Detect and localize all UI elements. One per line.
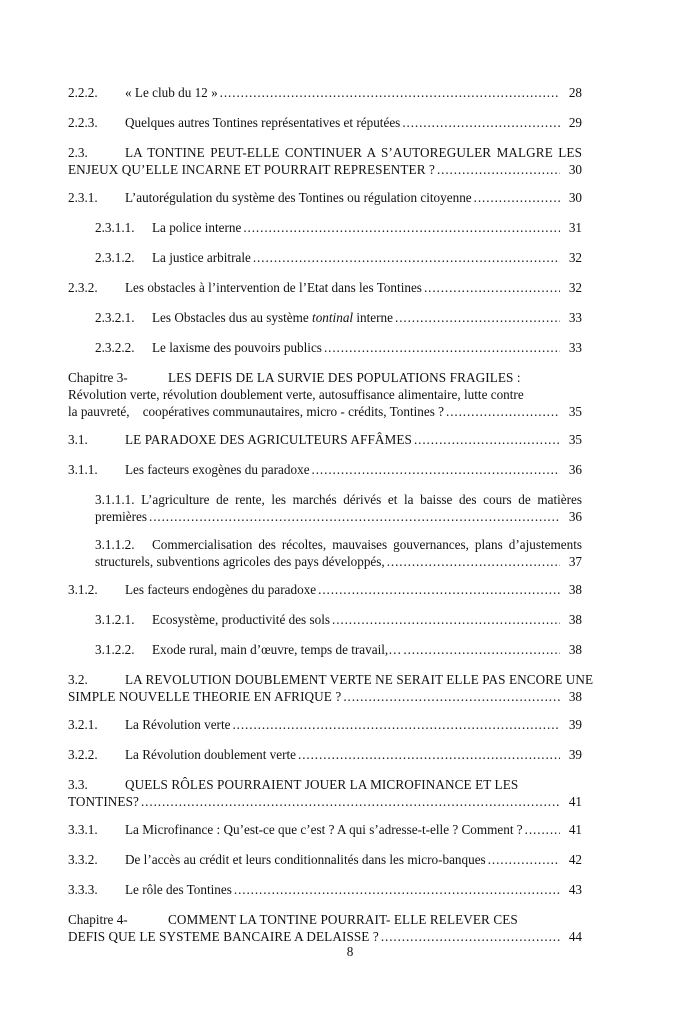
toc-title [152,309,393,326]
toc-title-line-2: premières [95,509,147,524]
toc-title-line-2: TONTINES? [68,794,139,809]
toc-number: 3.3.3. [68,882,98,897]
toc-title: Les facteurs endogènes du paradoxe [125,582,317,597]
toc-title-line-2: SIMPLE NOUVELLE THEORIE EN AFRIQUE ? [68,689,342,704]
toc-title: La police interne [152,220,242,235]
toc-entry [68,536,582,570]
toc-title-part: Les Obstacles dus au système [152,310,309,325]
toc-title: De l’accès au crédit et leurs conditionnalités dans les micro-banques [125,852,486,867]
toc-entry [68,746,582,763]
dot-leader [312,461,560,478]
dot-leader [253,249,560,266]
toc-page: 28 [568,85,582,100]
toc-entry [68,776,582,810]
toc-number: 2.3. [68,145,88,160]
toc-page: 31 [568,220,582,235]
toc-page: 44 [568,929,582,944]
toc-number: 2.3.2.1. [95,310,135,325]
toc-number: 3.1.2.2. [95,642,135,657]
dot-leader [318,581,560,598]
toc-entry [68,339,582,356]
toc-title-line-2: DEFIS QUE LE SYSTEME BANCAIRE A DELAISSE ? [68,929,379,944]
dot-leader [446,403,560,420]
toc-entry [68,461,582,478]
toc-number: 3.1.1.2. [95,537,135,552]
dot-leader [234,881,560,898]
toc-page: 32 [568,280,582,295]
toc-entry [68,821,582,838]
toc-page: 39 [568,747,582,762]
toc-number: 3.2.1. [68,717,98,732]
toc-number: 2.3.1.1. [95,220,135,235]
dot-leader [525,821,560,838]
toc-title: La Révolution verte [125,717,231,732]
page-number: 8 [346,944,354,959]
dot-leader [298,746,560,763]
toc-number: 2.3.1.2. [95,250,135,265]
toc-entry [68,491,582,525]
dot-leader [387,553,560,570]
toc-page: 42 [568,852,582,867]
toc-entry [68,309,582,326]
toc-entry [68,279,582,296]
toc-page: 33 [568,340,582,355]
toc-title-line-1: QUELS RÔLES POURRAIENT JOUER LA MICROFINANCE ET LES [125,777,519,792]
toc-number: 3.2.2. [68,747,98,762]
toc-page: 35 [568,432,582,447]
toc-title-line-1: 3.1.1.1. L’agriculture de rente, les marchés dérivés et la baisse des cours de matières [95,492,582,507]
toc-entry [68,851,582,868]
toc-title: Quelques autres Tontines représentatives et réputées [125,115,401,130]
toc-number: 3.3.2. [68,852,98,867]
dot-leader [220,84,560,101]
toc-title-line-1: LA REVOLUTION DOUBLEMENT VERTE NE SERAIT ELLE PAS ENCORE UNE [125,672,594,687]
toc-page: 33 [568,310,582,325]
toc-entry [68,189,582,206]
toc-title-part: interne [356,310,393,325]
toc-title-line-2: Révolution verte, révolution doublement verte, autosuffisance alimentaire, lutte contre [68,387,524,402]
toc-page: 36 [568,462,582,477]
toc-title-line-2: ENJEUX QU’ELLE INCARNE ET POURRAIT REPRESENTER ? [68,162,435,177]
toc-page: 41 [568,822,582,837]
toc-entry [68,219,582,236]
dot-leader [414,431,560,448]
toc-entry [68,84,582,101]
toc-entry [68,611,582,628]
toc-entry [68,641,582,658]
dot-leader [343,688,560,705]
dot-leader [395,309,560,326]
dot-leader [332,611,560,628]
toc-page: 38 [568,689,582,704]
dot-leader [437,161,560,178]
toc-number: 2.2.3. [68,115,98,130]
toc-number: 2.3.2. [68,280,98,295]
toc-title: Les facteurs exogènes du paradoxe [125,462,310,477]
toc-page: 39 [568,717,582,732]
toc-number: 3.1.1. [68,462,98,477]
toc-page: 38 [568,612,582,627]
toc-number: 3.1.2. [68,582,98,597]
toc-title-line-1: Commercialisation des récoltes, mauvaises gouvernances, plans d’ajustements [152,537,582,552]
dot-leader [474,189,560,206]
toc-entry [68,581,582,598]
dot-leader [424,279,560,296]
toc-title: Ecosystème, productivité des sols [152,612,330,627]
dot-leader [403,641,560,658]
dot-leader [488,851,560,868]
dot-leader [149,508,560,525]
toc-page: 32 [568,250,582,265]
toc-page: 38 [568,582,582,597]
toc-page: 43 [568,882,582,897]
toc-entry [68,671,594,705]
dot-leader [243,219,560,236]
toc-entry [68,249,582,266]
toc-number: 3.1. [68,432,88,447]
toc-number: 2.2.2. [68,85,98,100]
toc-number: Chapitre 3- [68,370,128,385]
toc-entry [68,716,582,733]
toc-entry [68,114,582,131]
dot-leader [324,339,560,356]
toc-page: 30 [568,162,582,177]
toc-title: Le laxisme des pouvoirs publics [152,340,322,355]
toc-title-italic: tontinal [312,310,354,325]
dot-leader [381,928,560,945]
toc-number: 3.1.2.1. [95,612,135,627]
toc-page: 35 [568,404,582,419]
toc-page: 41 [568,794,582,809]
toc-number: 3.3. [68,777,88,792]
dot-leader [141,793,560,810]
toc-page: 30 [568,190,582,205]
toc-title: LE PARADOXE DES AGRICULTEURS AFFÂMES [125,432,412,447]
toc-title-line-2: structurels, subventions agricoles des pays développés, [95,554,385,569]
toc-number: Chapitre 4- [68,912,128,927]
toc-title-line-3: la pauvreté, coopératives communautaires, micro - crédits, Tontines ? [68,404,445,419]
toc-title: Le rôle des Tontines [125,882,232,897]
toc-number: 2.3.2.2. [95,340,135,355]
toc-entry [68,911,582,945]
toc-number: 3.3.1. [68,822,98,837]
toc-title-line-1: LA TONTINE PEUT-ELLE CONTINUER A S’AUTOREGULER MALGRE LES [125,145,582,160]
toc-entry [68,431,582,448]
dot-leader [232,716,560,733]
toc-number: 2.3.1. [68,190,98,205]
toc-title: La Microfinance : Qu’est-ce que c’est ? A qui s’adresse-t-elle ? Comment ? [125,822,523,837]
toc-title: La justice arbitrale [152,250,251,265]
toc-title-line-1: COMMENT LA TONTINE POURRAIT- ELLE RELEVER CES [168,912,518,927]
toc-title: « Le club du 12 » [125,85,218,100]
toc-title: La Révolution doublement verte [125,747,297,762]
toc-page: 38 [568,642,582,657]
toc-entry [68,144,582,178]
toc-title: Exode rural, main d’œuvre, temps de travail,… [152,642,402,657]
toc-page: 36 [568,509,582,524]
toc-entry [68,881,582,898]
toc-page: 37 [568,554,582,569]
toc-number: 3.2. [68,672,88,687]
table-of-contents [68,84,594,956]
toc-page: 29 [568,115,582,130]
toc-title: L’autorégulation du système des Tontines ou régulation citoyenne [125,190,472,205]
toc-title-line-1: LES DEFIS DE LA SURVIE DES POPULATIONS FRAGILES : [168,370,521,385]
toc-title: Les obstacles à l’intervention de l’Etat dans les Tontines [125,280,422,295]
toc-entry [68,369,582,420]
dot-leader [402,114,560,131]
